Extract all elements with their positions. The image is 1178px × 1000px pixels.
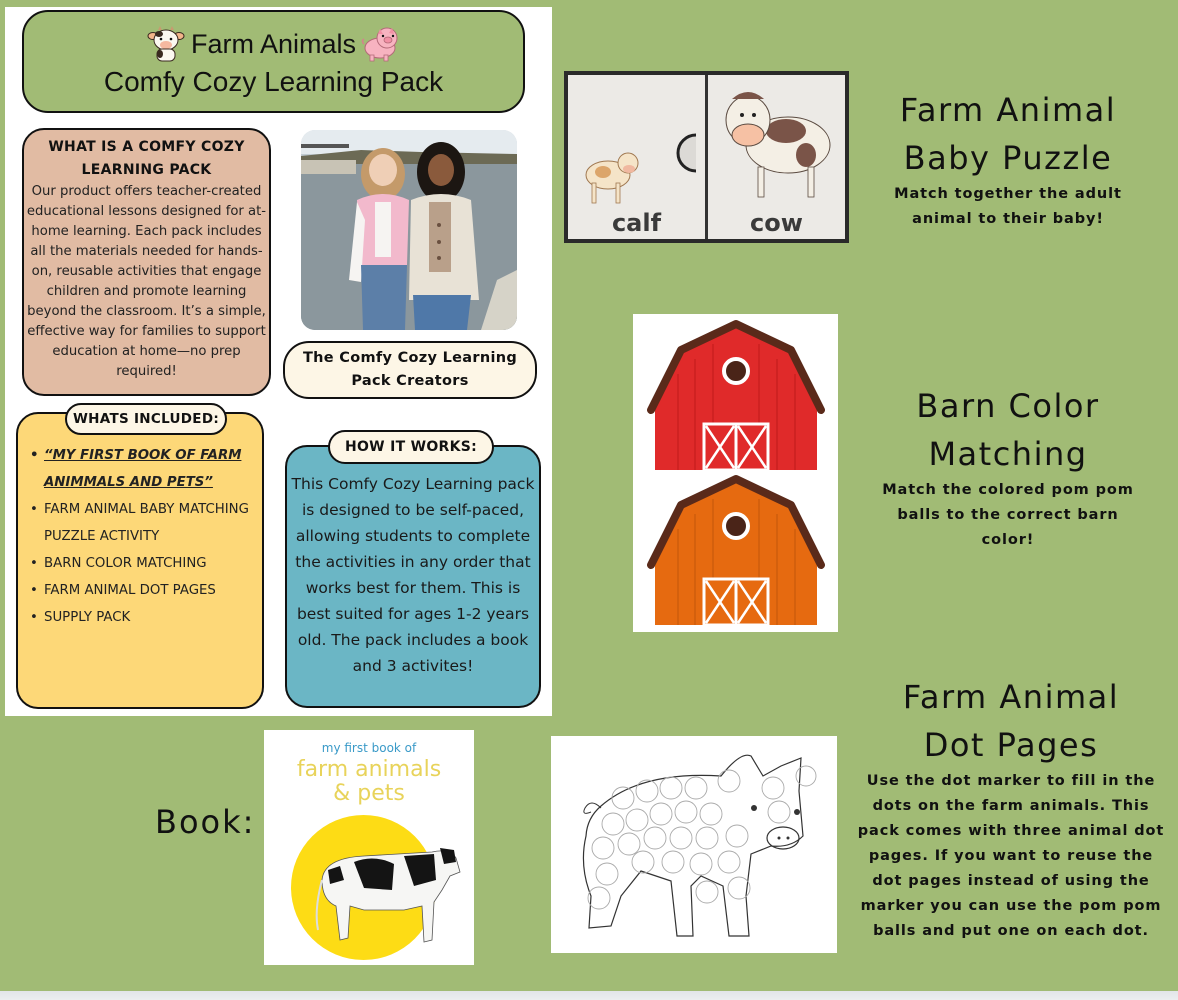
- puzzle-word-cow: cow: [750, 209, 803, 237]
- creators-caption-line-1: The Comfy Cozy Learning: [302, 350, 518, 366]
- puzzle-section-text: [858, 86, 1158, 232]
- barn-section-text: [858, 382, 1158, 553]
- whats-included-list: [30, 442, 254, 631]
- puzzle-image: [564, 71, 849, 243]
- bottom-strip: [0, 991, 1178, 1000]
- included-item-barn: • BARN COLOR MATCHING: [30, 550, 254, 577]
- whats-included-card: [16, 412, 264, 709]
- included-item-book[interactable]: • “MY FIRST BOOK OF FARM ANIMMALS AND PETS”: [30, 442, 254, 496]
- what-is-card: [22, 128, 271, 396]
- puzzle-title-line-1: Farm Animal: [899, 91, 1117, 129]
- pig-icon: [360, 24, 402, 64]
- title-comfy-cozy: Comfy Cozy Learning Pack: [103, 65, 444, 97]
- red-barn-icon: [651, 324, 821, 470]
- how-it-works-label: HOW IT WORKS:: [328, 430, 494, 464]
- book-cover-subtitle: my first book of: [321, 741, 417, 755]
- holstein-cow-icon: [264, 730, 474, 965]
- dot-pages-description: Use the dot marker to fill in the dots on the farm animals. This pack comes with three animal dot pages. If you want to reuse the dot pages instead of using the marker you can use the pom pom balls and put one on each dot.: [857, 773, 1165, 939]
- puzzle-description: Match together the adult animal to their baby!: [894, 186, 1122, 227]
- barn-description: Match the colored pom pom balls to the correct barn color!: [882, 482, 1134, 548]
- calf-icon: [568, 75, 706, 215]
- whats-included-label: WHATS INCLUDED:: [65, 403, 227, 435]
- included-item-puzzle: • FARM ANIMAL BABY MATCHING PUZZLE ACTIVITY: [30, 496, 254, 550]
- puzzle-piece-cow: [708, 75, 845, 239]
- barn-title-line-2: Matching: [928, 435, 1088, 473]
- what-is-body: Our product offers teacher-created educational lessons designed for at-home learning. Each pack includes all the materials needed for hands-on, reusable activities that engage children and promote learning beyond the classroom. It’s a simple, effective way for families to support education at home—no prep required!: [26, 184, 267, 379]
- title-line-1: [145, 24, 402, 64]
- puzzle-word-calf: calf: [611, 209, 662, 237]
- barn-image: [633, 314, 838, 632]
- how-it-works-body: This Comfy Cozy Learning pack is designed to be self-paced, allowing students to complete the activities in any order that works best for them. This is best suited for ages 1-2 years old. The pack includes a book and 3 activites!: [291, 475, 535, 675]
- included-item-supply-pack: • SUPPLY PACK: [30, 604, 254, 631]
- book-label: Book:: [155, 803, 256, 841]
- dot-page-image: [551, 736, 837, 953]
- creators-caption-line-2: Pack Creators: [351, 373, 469, 389]
- what-is-heading: WHAT IS A COMFY COZY LEARNING PACK: [48, 139, 245, 178]
- puzzle-title-line-2: Baby Puzzle: [903, 139, 1113, 177]
- dot-pages-title-line-2: Dot Pages: [923, 726, 1099, 764]
- book-cover-image: [264, 730, 474, 965]
- pig-dot-page-icon: [551, 736, 837, 953]
- creators-caption: [283, 341, 537, 399]
- barn-title-line-1: Barn Color: [916, 387, 1100, 425]
- book-cover-title-2: & pets: [333, 781, 405, 806]
- creators-photo-image: [301, 130, 517, 330]
- flyer-panel: [5, 7, 552, 716]
- how-it-works-card: [285, 445, 541, 708]
- puzzle-piece-calf: [568, 75, 708, 239]
- dot-pages-section-text: [852, 673, 1170, 944]
- cow-icon: [708, 75, 846, 215]
- barn-illustration: [633, 314, 838, 632]
- cow-icon: [145, 24, 187, 64]
- creators-photo: [301, 130, 517, 330]
- book-cover-title-1: farm animals: [296, 757, 442, 782]
- orange-barn-icon: [651, 479, 821, 625]
- dot-pages-title-line-1: Farm Animal: [902, 678, 1120, 716]
- included-item-dot-pages: • FARM ANIMAL DOT PAGES: [30, 577, 254, 604]
- title-banner: [22, 10, 525, 113]
- title-farm-animals: Farm Animals: [190, 28, 357, 59]
